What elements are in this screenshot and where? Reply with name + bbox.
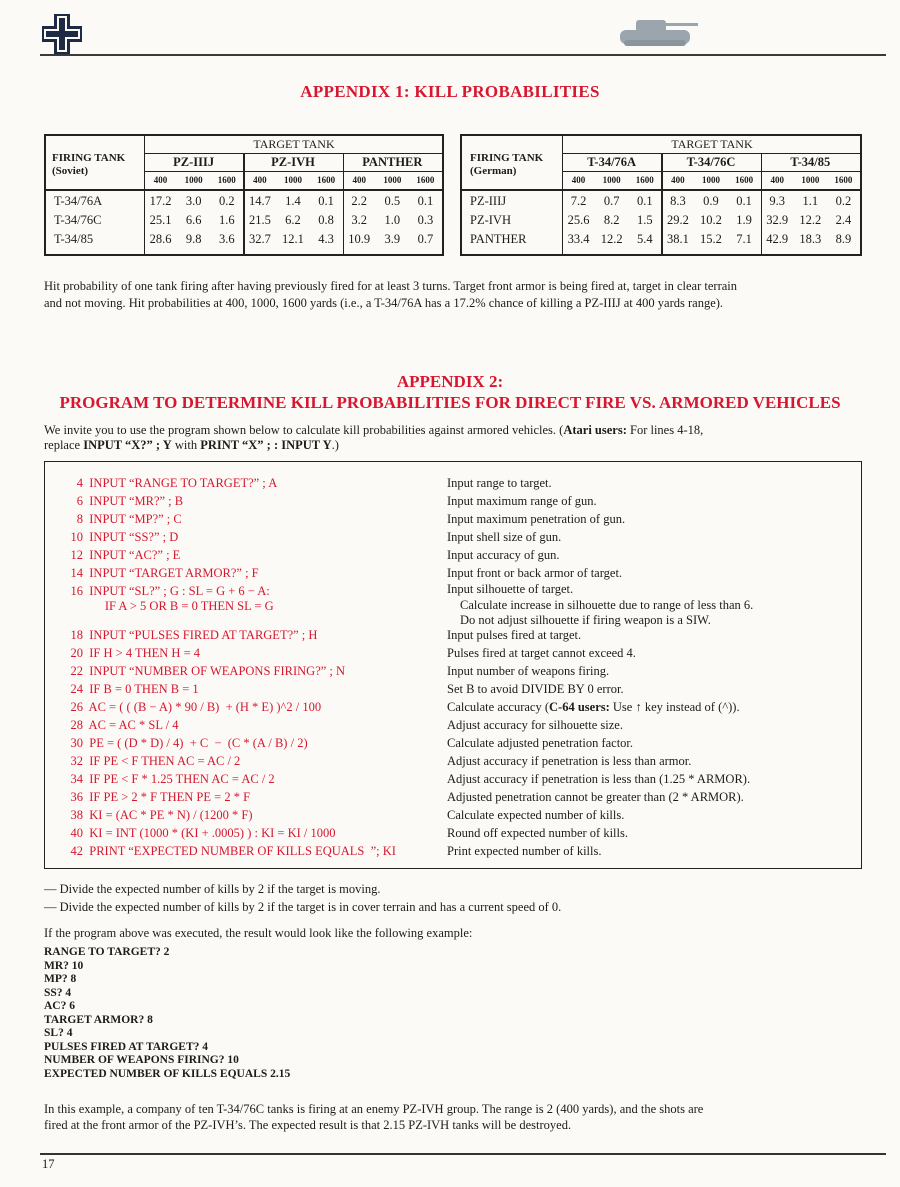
appendix2-subtitle: PROGRAM TO DETERMINE KILL PROBABILITIES FOR DIRECT FIRE VS. ARMORED VEHICLES bbox=[59, 393, 841, 412]
soviet-group-2: PANTHER bbox=[362, 155, 423, 169]
example-line: PULSES FIRED AT TARGET? 4 bbox=[44, 1040, 209, 1053]
program-line bbox=[47, 566, 259, 581]
soviet-cell: 3.0 bbox=[185, 194, 202, 208]
comment-bold: C-64 users: bbox=[549, 700, 610, 714]
soviet-range-header: 1600 bbox=[416, 175, 435, 185]
program-comment: Calculate increase in silhouette due to range of less than 6. bbox=[460, 598, 754, 612]
soviet-rule bbox=[144, 171, 442, 172]
program-line bbox=[47, 548, 180, 563]
soviet-cell: 1.6 bbox=[218, 213, 235, 227]
german-cell: 12.2 bbox=[799, 213, 822, 227]
appendix1-note-line2: and not moving. Hit probabilities at 400, 1000, 1600 yards (i.e., a T-34/76A has a 17.2% chance of killing a PZ-IIIJ at 400 yards range). bbox=[44, 296, 724, 310]
program-comment: Round off expected number of kills. bbox=[447, 826, 628, 840]
example-output bbox=[44, 946, 444, 1081]
page-number: 17 bbox=[42, 1157, 55, 1171]
german-cell: 18.3 bbox=[799, 232, 822, 246]
german-rule bbox=[462, 189, 860, 191]
program-comment: Do not adjust silhouette if firing weapon is a SIW. bbox=[460, 613, 711, 627]
soviet-cell: 0.7 bbox=[417, 232, 434, 246]
german-cell: 7.2 bbox=[570, 194, 587, 208]
soviet-cell: 17.2 bbox=[149, 194, 172, 208]
line-number: 6 bbox=[76, 494, 83, 508]
soviet-cell: 25.1 bbox=[149, 213, 172, 227]
german-cell: 0.2 bbox=[835, 194, 852, 208]
line-number: 26 bbox=[70, 700, 83, 714]
line-code: IF B = 0 THEN B = 1 bbox=[83, 682, 199, 696]
example-line: TARGET ARMOR? 8 bbox=[44, 1013, 153, 1026]
line-code: KI = INT (1000 * (KI + .0005) ) : KI = KI / 1000 bbox=[83, 826, 336, 840]
german-range-header: 400 bbox=[770, 175, 784, 185]
program-comment: Calculate expected number of kills. bbox=[447, 808, 625, 822]
program-comment: Input shell size of gun. bbox=[447, 530, 562, 544]
soviet-cell: 6.2 bbox=[285, 213, 301, 227]
line-code: INPUT “MP?” ; C bbox=[83, 512, 182, 526]
soviet-range-header: 400 bbox=[153, 175, 168, 185]
soviet-cell: 3.6 bbox=[218, 232, 235, 246]
german-cell: 8.9 bbox=[835, 232, 852, 246]
program-comment: Adjusted penetration cannot be greater than (2 * ARMOR). bbox=[447, 790, 744, 804]
program-comment: Input accuracy of gun. bbox=[447, 548, 560, 562]
soviet-kill-table bbox=[44, 134, 444, 256]
soviet-cell: 2.2 bbox=[351, 194, 368, 208]
soviet-range-header: 400 bbox=[253, 175, 267, 185]
german-range-header: 1600 bbox=[834, 175, 853, 185]
program-line bbox=[47, 754, 240, 769]
line-code: IF PE < F THEN AC = AC / 2 bbox=[83, 754, 241, 768]
german-range-header: 1600 bbox=[635, 175, 654, 185]
example-line: SS? 4 bbox=[44, 986, 72, 999]
target-tank-header: TARGET TANK bbox=[144, 136, 443, 154]
german-cell: 2.4 bbox=[835, 213, 852, 227]
soviet-cell: 28.6 bbox=[149, 232, 172, 246]
program-notes bbox=[44, 880, 864, 916]
program-comment: Print expected number of kills. bbox=[447, 844, 602, 858]
german-cell: 12.2 bbox=[600, 232, 623, 246]
comment-text: Use ↑ key instead of (^)). bbox=[609, 700, 740, 714]
german-cell: 10.2 bbox=[700, 213, 722, 227]
soviet-cell: 9.8 bbox=[185, 232, 202, 246]
program-line bbox=[47, 494, 183, 509]
program-line bbox=[47, 584, 270, 599]
program-listing-box bbox=[44, 461, 862, 869]
program-comment bbox=[447, 700, 740, 715]
program-line bbox=[47, 700, 321, 715]
soviet-range-header: 400 bbox=[352, 175, 366, 185]
program-comment: Pulses fired at target cannot exceed 4. bbox=[447, 646, 636, 660]
german-row-tank: PZ-IVH bbox=[470, 213, 511, 227]
line-number: 42 bbox=[70, 844, 83, 858]
german-cell: 1.9 bbox=[736, 213, 752, 227]
soviet-cell: 1.4 bbox=[285, 194, 301, 208]
line-number: 4 bbox=[76, 476, 83, 490]
footer-rule bbox=[40, 1153, 886, 1155]
soviet-cell: 14.7 bbox=[248, 194, 271, 208]
soviet-cell: 21.5 bbox=[248, 213, 271, 227]
header-rule bbox=[40, 54, 886, 56]
program-comment: Adjust accuracy for silhouette size. bbox=[447, 718, 623, 732]
tank-silhouette-icon bbox=[610, 8, 700, 50]
soviet-cell: 0.5 bbox=[384, 194, 401, 208]
soviet-cell: 32.7 bbox=[248, 232, 271, 246]
intro-line1: We invite you to use the program shown below to calculate kill probabilities against armored vehicles. (Atari users: For lines 4-18, bbox=[44, 423, 704, 437]
closing-line1: In this example, a company of ten T-34/76C tanks is firing at an enemy PZ-IVH group. The range is 2 (400 yards), and the shots are bbox=[44, 1102, 704, 1116]
soviet-row-tank: T-34/85 bbox=[54, 232, 94, 246]
program-comment: Input maximum range of gun. bbox=[447, 494, 597, 508]
program-comment: Input range to target. bbox=[447, 476, 552, 490]
appendix1-note-line1: Hit probability of one tank firing after having previously fired for at least 3 turns. Target front armor is being fired at, target in clear terrain bbox=[44, 279, 737, 293]
program-line bbox=[47, 682, 199, 697]
soviet-cell: 0.8 bbox=[318, 213, 334, 227]
program-line bbox=[47, 844, 396, 859]
german-cell: 0.9 bbox=[703, 194, 719, 208]
program-comment: Input silhouette of target. bbox=[447, 582, 574, 596]
german-range-header: 400 bbox=[671, 175, 685, 185]
line-code: INPUT “MR?” ; B bbox=[83, 494, 184, 508]
example-line: EXPECTED NUMBER OF KILLS EQUALS 2.15 bbox=[44, 1067, 291, 1080]
german-cell: 38.1 bbox=[666, 232, 689, 246]
soviet-cell: 4.3 bbox=[318, 232, 334, 246]
line-code: AC = AC * SL / 4 bbox=[83, 718, 179, 732]
line-code: IF A > 5 OR B = 0 THEN SL = G bbox=[83, 599, 274, 613]
program-line bbox=[47, 718, 179, 733]
german-range-header: 1000 bbox=[801, 175, 820, 185]
soviet-range-header: 1000 bbox=[283, 175, 302, 185]
line-code: AC = ( ( (B − A) * 90 / B) + (H * E) )^2 / 100 bbox=[83, 700, 322, 714]
german-range-header: 1000 bbox=[701, 175, 720, 185]
firing-tank-label-line2: (Soviet) bbox=[52, 165, 89, 177]
program-comment: Adjust accuracy if penetration is less than armor. bbox=[447, 754, 692, 768]
german-cell: 0.1 bbox=[636, 194, 653, 208]
line-number: 22 bbox=[70, 664, 83, 678]
intro-line2: replace INPUT “X?” ; Y with PRINT “X” ; : INPUT Y.) bbox=[44, 438, 339, 452]
line-number: 28 bbox=[70, 718, 83, 732]
appendix1-title: APPENDIX 1: KILL PROBABILITIES bbox=[300, 82, 600, 101]
program-line bbox=[47, 826, 335, 841]
appendix2-title: APPENDIX 2: bbox=[396, 372, 504, 391]
example-line: MP? 8 bbox=[44, 973, 77, 985]
firing-tank-label bbox=[52, 152, 125, 178]
firing-tank-label-line2: (German) bbox=[470, 165, 517, 177]
example-line: NUMBER OF WEAPONS FIRING? 10 bbox=[44, 1054, 239, 1066]
program-line bbox=[47, 646, 200, 661]
german-group-0: T-34/76A bbox=[587, 155, 637, 169]
line-code: IF H > 4 THEN H = 4 bbox=[83, 646, 200, 660]
program-comment: Input front or back armor of target. bbox=[447, 566, 623, 580]
line-code: INPUT “SL?” ; G : SL = G + 6 − A: bbox=[83, 584, 270, 598]
soviet-range-header: 1000 bbox=[184, 175, 203, 185]
line-number: 40 bbox=[70, 826, 83, 840]
note-moving: — Divide the expected number of kills by 2 if the target is moving. bbox=[44, 882, 381, 896]
line-number: 32 bbox=[70, 754, 83, 768]
line-code: INPUT “RANGE TO TARGET?” ; A bbox=[83, 476, 278, 490]
line-number: 14 bbox=[70, 566, 83, 580]
example-line: AC? 6 bbox=[44, 1000, 75, 1012]
german-row-tank: PANTHER bbox=[470, 232, 527, 246]
closing-paragraph bbox=[44, 1101, 864, 1133]
line-code: INPUT “TARGET ARMOR?” ; F bbox=[83, 566, 259, 580]
german-cell: 0.7 bbox=[603, 194, 620, 208]
soviet-cell: 3.2 bbox=[351, 213, 368, 227]
soviet-cell: 1.0 bbox=[384, 213, 401, 227]
appendix1-note bbox=[44, 278, 864, 312]
line-code: INPUT “AC?” ; E bbox=[83, 548, 181, 562]
program-comment: Adjust accuracy if penetration is less than (1.25 * ARMOR). bbox=[447, 772, 751, 786]
german-cell: 32.9 bbox=[766, 213, 789, 227]
german-range-header: 400 bbox=[571, 175, 586, 185]
program-line bbox=[47, 664, 345, 679]
note-cover: — Divide the expected number of kills by 2 if the target is in cover terrain and has a current speed of 0. bbox=[44, 900, 562, 914]
german-cell: 9.3 bbox=[769, 194, 786, 208]
german-cell: 5.4 bbox=[636, 232, 653, 246]
line-code: INPUT “SS?” ; D bbox=[83, 530, 179, 544]
line-number: 10 bbox=[70, 530, 83, 544]
line-number: 16 bbox=[70, 584, 83, 598]
firing-tank-label-line1: FIRING TANK bbox=[52, 152, 126, 164]
german-cell: 0.1 bbox=[736, 194, 752, 208]
line-number: 24 bbox=[70, 682, 83, 696]
program-line bbox=[47, 790, 250, 805]
closing-line2: fired at the front armor of the PZ-IVH’s. The expected result is that 2.15 PZ-IVH tanks will be destroyed. bbox=[44, 1118, 572, 1132]
soviet-cell: 0.1 bbox=[318, 194, 334, 208]
firing-tank-label-line1: FIRING TANK bbox=[470, 152, 544, 164]
iron-cross-icon bbox=[42, 14, 82, 54]
german-cell: 42.9 bbox=[766, 232, 789, 246]
program-line bbox=[47, 628, 317, 643]
soviet-range-header: 1600 bbox=[217, 175, 236, 185]
line-code: IF PE < F * 1.25 THEN AC = AC / 2 bbox=[83, 772, 275, 786]
program-line bbox=[47, 512, 182, 527]
program-line bbox=[47, 530, 178, 545]
soviet-range-header: 1000 bbox=[383, 175, 402, 185]
soviet-cell: 12.1 bbox=[282, 232, 304, 246]
german-group-1: T-34/76C bbox=[686, 155, 736, 169]
german-cell: 8.2 bbox=[603, 213, 620, 227]
program-line bbox=[47, 772, 275, 787]
program-comment: Input maximum penetration of gun. bbox=[447, 512, 626, 526]
program-comment: Input number of weapons firing. bbox=[447, 664, 610, 678]
german-cell: 15.2 bbox=[700, 232, 722, 246]
line-number: 30 bbox=[70, 736, 83, 750]
line-code: INPUT “PULSES FIRED AT TARGET?” ; H bbox=[83, 628, 318, 642]
comment-text: Calculate accuracy ( bbox=[447, 700, 550, 714]
soviet-cell: 6.6 bbox=[185, 213, 202, 227]
soviet-row-tank: T-34/76A bbox=[54, 194, 103, 208]
program-comment: Calculate adjusted penetration factor. bbox=[447, 736, 634, 750]
soviet-range-header: 1600 bbox=[317, 175, 336, 185]
line-number: 38 bbox=[70, 808, 83, 822]
program-line bbox=[47, 599, 274, 614]
line-code: PE = ( (D * D) / 4) + C − (C * (A / B) / 2) bbox=[83, 736, 308, 750]
program-comment: Input pulses fired at target. bbox=[447, 628, 582, 642]
german-range-header: 1600 bbox=[735, 175, 754, 185]
example-line: MR? 10 bbox=[44, 959, 84, 972]
german-cell: 1.5 bbox=[636, 213, 653, 227]
german-cell: 8.3 bbox=[670, 194, 686, 208]
program-line bbox=[47, 808, 253, 823]
target-tank-header: TARGET TANK bbox=[562, 136, 861, 154]
german-cell: 25.6 bbox=[567, 213, 590, 227]
example-line: SL? 4 bbox=[44, 1027, 73, 1039]
soviet-group-1: PZ-IVH bbox=[271, 155, 315, 169]
soviet-cell: 0.3 bbox=[417, 213, 434, 227]
soviet-cell: 0.1 bbox=[417, 194, 434, 208]
line-code: INPUT “NUMBER OF WEAPONS FIRING?” ; N bbox=[83, 664, 346, 678]
line-number: 20 bbox=[70, 646, 83, 660]
firing-tank-label bbox=[470, 152, 543, 178]
german-kill-table bbox=[460, 134, 862, 256]
program-comment: Set B to avoid DIVIDE BY 0 error. bbox=[447, 682, 624, 696]
program-line bbox=[47, 476, 277, 491]
line-number: 36 bbox=[70, 790, 83, 804]
german-cell: 1.1 bbox=[802, 194, 819, 208]
soviet-rule bbox=[46, 189, 442, 191]
german-cell: 29.2 bbox=[666, 213, 689, 227]
line-number: 34 bbox=[70, 772, 83, 786]
german-group-2: T-34/85 bbox=[790, 155, 831, 169]
soviet-cell: 0.2 bbox=[218, 194, 235, 208]
line-number: 18 bbox=[70, 628, 83, 642]
german-row-tank: PZ-IIIJ bbox=[470, 194, 507, 208]
german-rule bbox=[562, 171, 860, 172]
german-cell: 33.4 bbox=[567, 232, 590, 246]
program-line bbox=[47, 736, 308, 751]
example-intro: If the program above was executed, the result would look like the following example: bbox=[44, 926, 473, 940]
line-code: KI = (AC * PE * N) / (1200 * F) bbox=[83, 808, 253, 822]
soviet-cell: 3.9 bbox=[384, 232, 401, 246]
soviet-cell: 10.9 bbox=[348, 232, 371, 246]
line-number: 12 bbox=[70, 548, 83, 562]
line-code: IF PE > 2 * F THEN PE = 2 * F bbox=[83, 790, 251, 804]
soviet-group-0: PZ-IIIJ bbox=[173, 155, 215, 169]
line-number: 8 bbox=[76, 512, 83, 526]
german-range-header: 1000 bbox=[602, 175, 621, 185]
example-line: RANGE TO TARGET? 2 bbox=[44, 946, 170, 958]
german-cell: 7.1 bbox=[736, 232, 752, 246]
line-code: PRINT “EXPECTED NUMBER OF KILLS EQUALS ”; KI bbox=[83, 844, 396, 858]
soviet-row-tank: T-34/76C bbox=[54, 213, 102, 227]
appendix2-intro bbox=[44, 423, 864, 453]
